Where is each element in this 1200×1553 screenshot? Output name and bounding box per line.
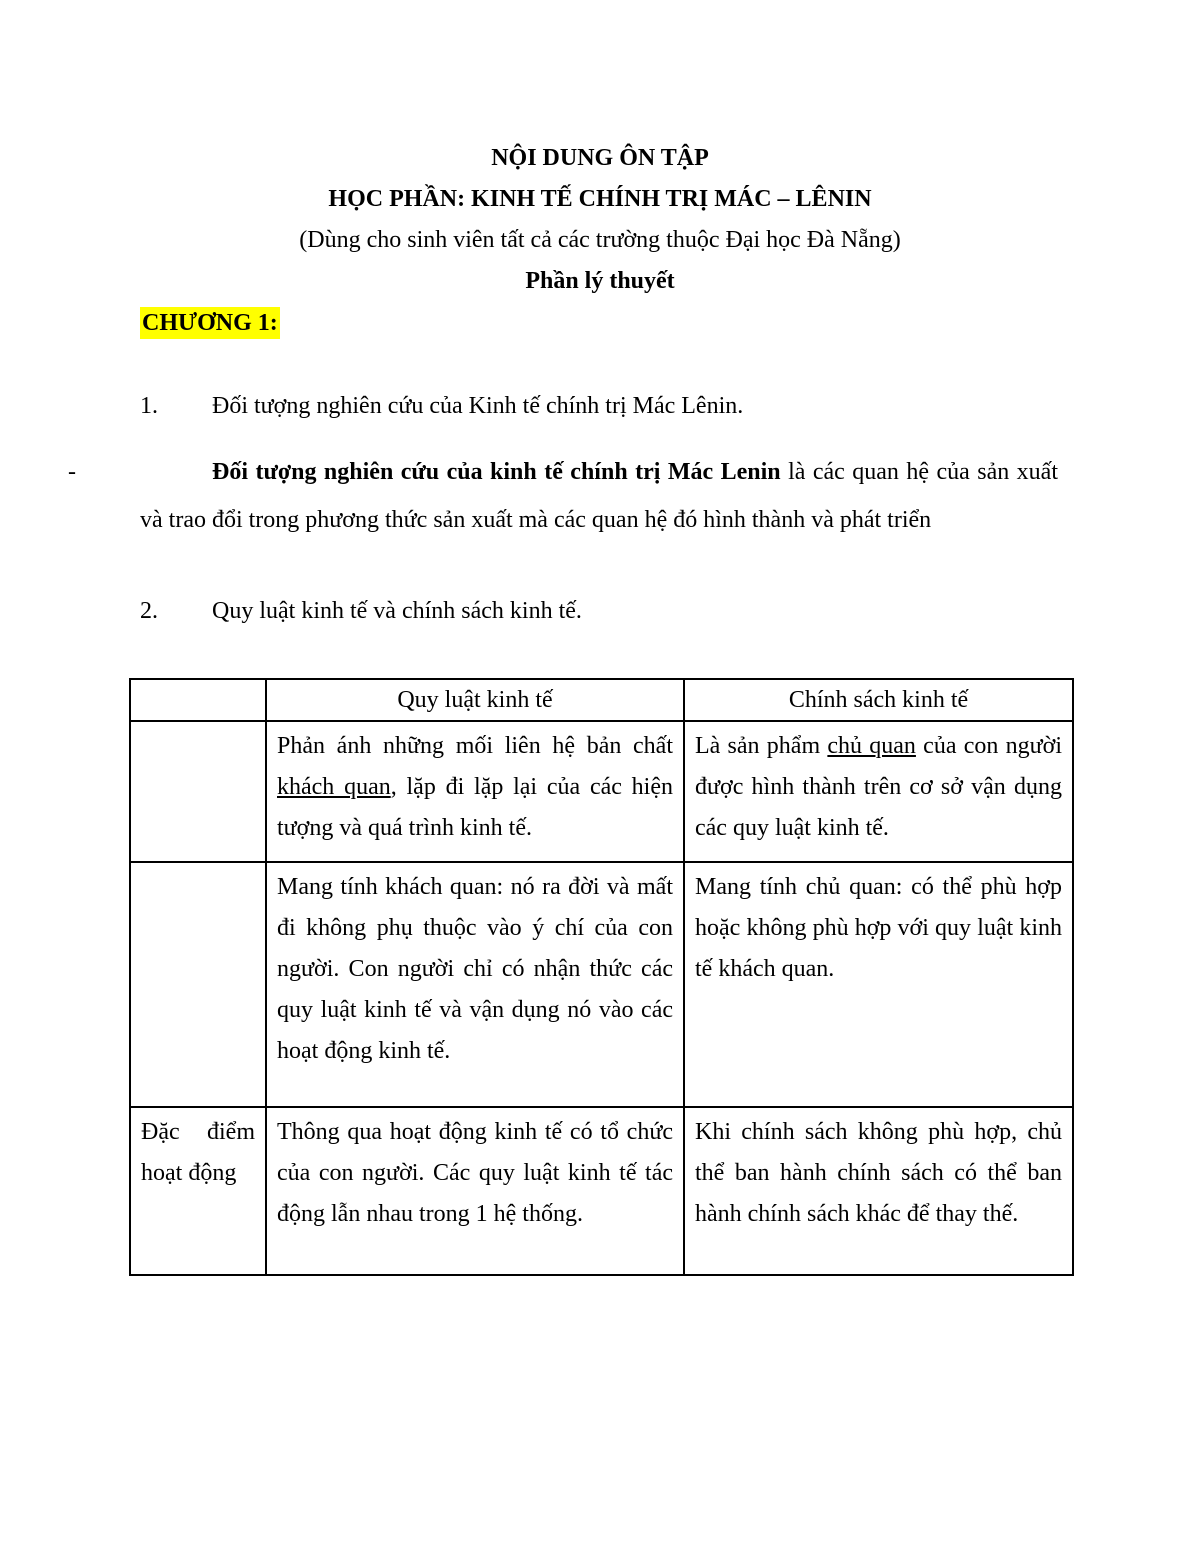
policy-cell [684, 721, 1073, 862]
cell-text: Phản ánh những mối liên hệ bản chất [277, 733, 673, 759]
table-header-row [130, 679, 1073, 721]
table-header-cell: Chính sách kinh tế [684, 679, 1073, 721]
table-row [130, 721, 1073, 862]
list-item-text: Quy luật kinh tế và chính sách kinh tế. [212, 598, 582, 624]
audience-note: (Dùng cho sinh viên tất cả các trường thuộc Đại học Đà Nẵng) [299, 227, 901, 253]
list-item-number: 1. [140, 393, 158, 419]
table-row [130, 862, 1073, 1107]
definition-paragraph [68, 448, 1059, 544]
law-cell: Mang tính khách quan: nó ra đời và mất đi không phụ thuộc vào ý chí của con người. Con người chỉ có nhận thức các quy luật kinh tế và vận dụng nó vào các hoạt động kinh tế. [266, 862, 684, 1107]
chapter-heading: CHƯƠNG 1: [140, 307, 280, 339]
list-item-text: Đối tượng nghiên cứu của Kinh tế chính trị Mác Lênin. [212, 393, 744, 419]
cell-text: , lặp đi lặp lại của các hiện tượng và quá trình kinh tế. [277, 774, 673, 841]
table-header-cell: Quy luật kinh tế [266, 679, 684, 721]
law-cell [266, 721, 684, 862]
table-row [130, 1107, 1073, 1275]
comparison-table [129, 678, 1074, 1276]
cell-text: của con người được hình thành trên cơ sở vận dụng các quy luật kinh tế. [695, 733, 1063, 841]
course-title: HỌC PHẦN: KINH TẾ CHÍNH TRỊ MÁC – LÊNIN [328, 186, 872, 212]
law-cell: Thông qua hoạt động kinh tế có tổ chức của con người. Các quy luật kinh tế tác động lẫn nhau trong 1 hệ thống. [266, 1107, 684, 1275]
row-label-cell: Đặc điểm hoạt động [130, 1107, 266, 1275]
list-item-number: 2. [140, 598, 158, 624]
table-header-cell [130, 679, 266, 721]
definition-text: là các quan hệ của sản xuất và trao đổi trong phương thức sản xuất mà các quan hệ đó hình thành và phát triển [140, 459, 1059, 533]
policy-cell: Khi chính sách không phù hợp, chủ thể ban hành chính sách có thể ban hành chính sách khác để thay thế. [684, 1107, 1073, 1275]
section-heading: Phần lý thuyết [525, 268, 675, 294]
document-title: NỘI DUNG ÔN TẬP [491, 145, 709, 171]
row-label-cell [130, 862, 266, 1107]
underlined-term: chủ quan [827, 733, 916, 759]
cell-text: Là sản phẩm [695, 733, 828, 759]
definition-term: Đối tượng nghiên cứu của kinh tế chính trị Mác Lenin [212, 459, 781, 485]
row-label-cell [130, 721, 266, 862]
policy-cell: Mang tính chủ quan: có thể phù hợp hoặc không phù hợp với quy luật kinh tế khách quan. [684, 862, 1073, 1107]
bullet-dash: - [68, 459, 76, 485]
underlined-term: khách quan [277, 774, 391, 800]
